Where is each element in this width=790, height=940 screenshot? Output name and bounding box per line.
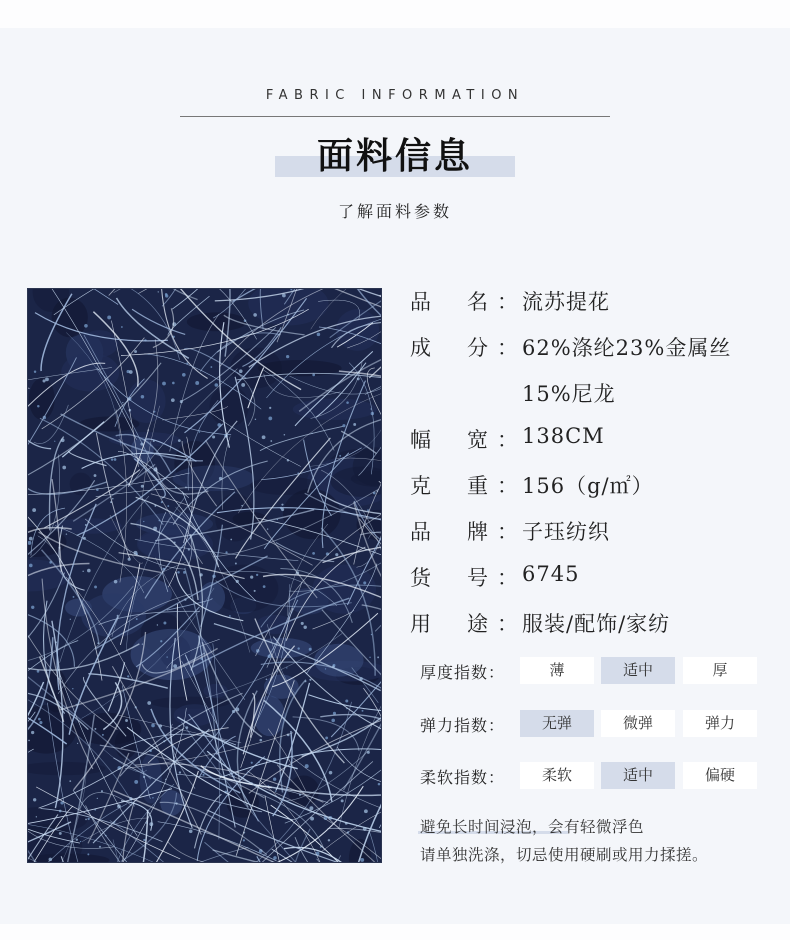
- spec-value-item-no: 6745: [522, 562, 580, 586]
- thickness-index-label: 厚度指数：: [420, 663, 506, 682]
- spec-value-weight: 156（g/㎡）: [522, 474, 654, 498]
- elasticity-option-none: 无弹: [520, 710, 594, 737]
- spec-value-usage: 服装/配饰/家纺: [522, 612, 671, 636]
- title-divider: [180, 116, 610, 117]
- spec-value-brand: 子珏纺织: [522, 520, 610, 544]
- thickness-option-medium: 适中: [601, 657, 675, 684]
- english-title: FABRIC INFORMATION: [265, 88, 525, 103]
- page-title: 面料信息: [316, 136, 473, 177]
- softness-option-medium: 适中: [601, 762, 675, 789]
- elasticity-option-stretch: 弹力: [683, 710, 757, 737]
- fabric-texture-image: [28, 289, 382, 863]
- softness-index-label: 柔软指数：: [420, 768, 506, 787]
- elasticity-option-slight: 微弹: [601, 710, 675, 737]
- elasticity-index-label: 弹力指数：: [420, 716, 506, 735]
- spec-value-name: 流苏提花: [522, 290, 610, 314]
- softness-option-hard: 偏硬: [683, 762, 757, 789]
- spec-value-composition: 62%涤纶23%金属丝: [522, 336, 732, 360]
- thickness-option-thin: 薄: [520, 657, 594, 684]
- care-note-line1: 避免长时间浸泡，会有轻微浮色: [420, 818, 645, 836]
- fabric-photo: [27, 288, 382, 863]
- spec-value-width: 138CM: [522, 424, 605, 448]
- page-subtitle: 了解面料参数: [337, 202, 452, 221]
- thickness-option-thick: 厚: [683, 657, 757, 684]
- softness-option-soft: 柔软: [520, 762, 594, 789]
- spec-value-composition-line2: 15%尼龙: [522, 382, 616, 406]
- care-note-line2: 请单独洗涤，切忌使用硬刷或用力揉搓。: [420, 846, 709, 864]
